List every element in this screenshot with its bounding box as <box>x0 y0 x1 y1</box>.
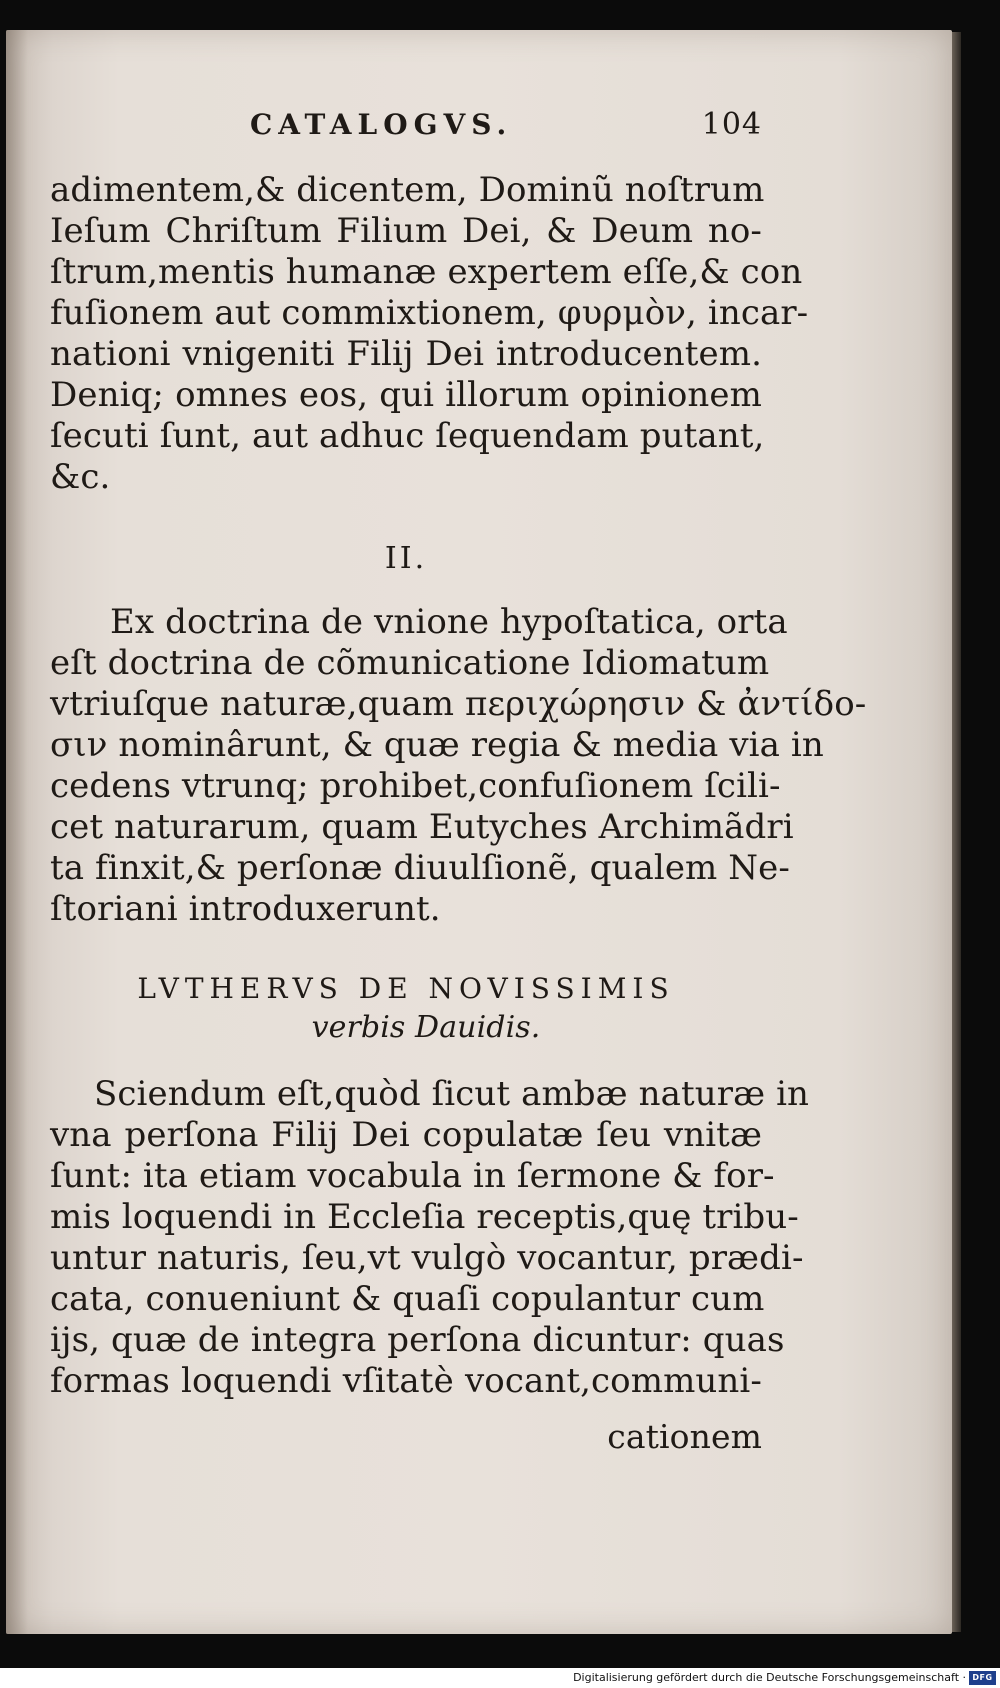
heading-sub: verbis Dauidis. <box>311 1010 541 1045</box>
footer-credit: Digitalisierung gefördert durch die Deutsche Forschungsgemeinschaft · <box>573 1671 966 1684</box>
text-line: ſecuti ſunt, aut adhuc ſequendam putant, <box>50 416 765 456</box>
section-number: II. <box>384 541 428 576</box>
catchword: cationem <box>607 1417 762 1456</box>
text-line: ſtoriani introduxerunt. <box>50 889 441 929</box>
page-number: 104 <box>701 107 762 142</box>
text-line: cata, conueniunt & quaſi copulantur cum <box>50 1279 765 1319</box>
text-line: nationi vnigeniti Filij Dei introducentem. <box>50 334 762 374</box>
gutter-shadow <box>6 30 28 1634</box>
text-line: mis loquendi in Eccleſia receptis,quę tribu- <box>50 1197 799 1237</box>
section-heading <box>50 970 762 1048</box>
paragraph-2 <box>50 602 867 930</box>
text-line: ta finxit,& perſonæ diuulſionẽ, qualem Ne- <box>50 848 790 888</box>
text-line: &c. <box>50 457 111 497</box>
text-line: ſunt: ita etiam vocabula in ſermone & for- <box>50 1156 775 1196</box>
running-title: CATALOGVS. <box>250 108 513 141</box>
text-line: ſtrum,mentis humanæ expertem eſſe,& con <box>50 252 803 292</box>
text-line: adimentem,& dicentem, Dominũ noſtrum <box>50 170 765 210</box>
text-line: Deniq; omnes eos, qui illorum opinionem <box>50 375 762 415</box>
text-line: σιν nominârunt, & quæ regia & media via in <box>50 725 824 765</box>
text-line: Ieſum Chriſtum Filium Dei, & Deum no- <box>50 211 762 251</box>
text-line: cet naturarum, quam Eutyches Archimãdri <box>50 807 794 847</box>
text-line: formas loquendi vſitatè vocant,communi- <box>50 1361 762 1401</box>
text-line: vtriuſque naturæ,quam περιχώρησιν & ἀντίδο- <box>50 684 867 724</box>
text-line: untur naturis, ſeu,vt vulgò vocantur, prædi- <box>50 1238 804 1278</box>
dfg-logo: DFG <box>969 1671 996 1685</box>
paragraph-3 <box>50 1074 810 1402</box>
text-line: cedens vtrunq; prohibet,confuſionem ſcili- <box>50 766 781 806</box>
text-line: vna perſona Filij Dei copulatæ ſeu vnitæ <box>50 1115 762 1155</box>
book-page <box>6 30 952 1634</box>
text-line: Ex doctrina de vnione hypoſtatica, orta <box>110 602 788 642</box>
footer-bar <box>0 1668 1000 1688</box>
heading-main: LVTHERVS DE NOVISSIMIS <box>137 972 675 1005</box>
text-line: fuſionem aut commixtionem, φυρμὸν, incar- <box>50 293 809 333</box>
text-line: eſt doctrina de cõmunicatione Idiomatum <box>50 643 770 683</box>
text-line: ijs, quæ de integra perſona dicuntur: quas <box>50 1320 785 1360</box>
paragraph-1 <box>50 170 809 498</box>
page-edge <box>952 32 961 1632</box>
text-line: Sciendum eſt,quòd ſicut ambæ naturæ in <box>94 1074 810 1114</box>
page-header <box>50 104 762 148</box>
